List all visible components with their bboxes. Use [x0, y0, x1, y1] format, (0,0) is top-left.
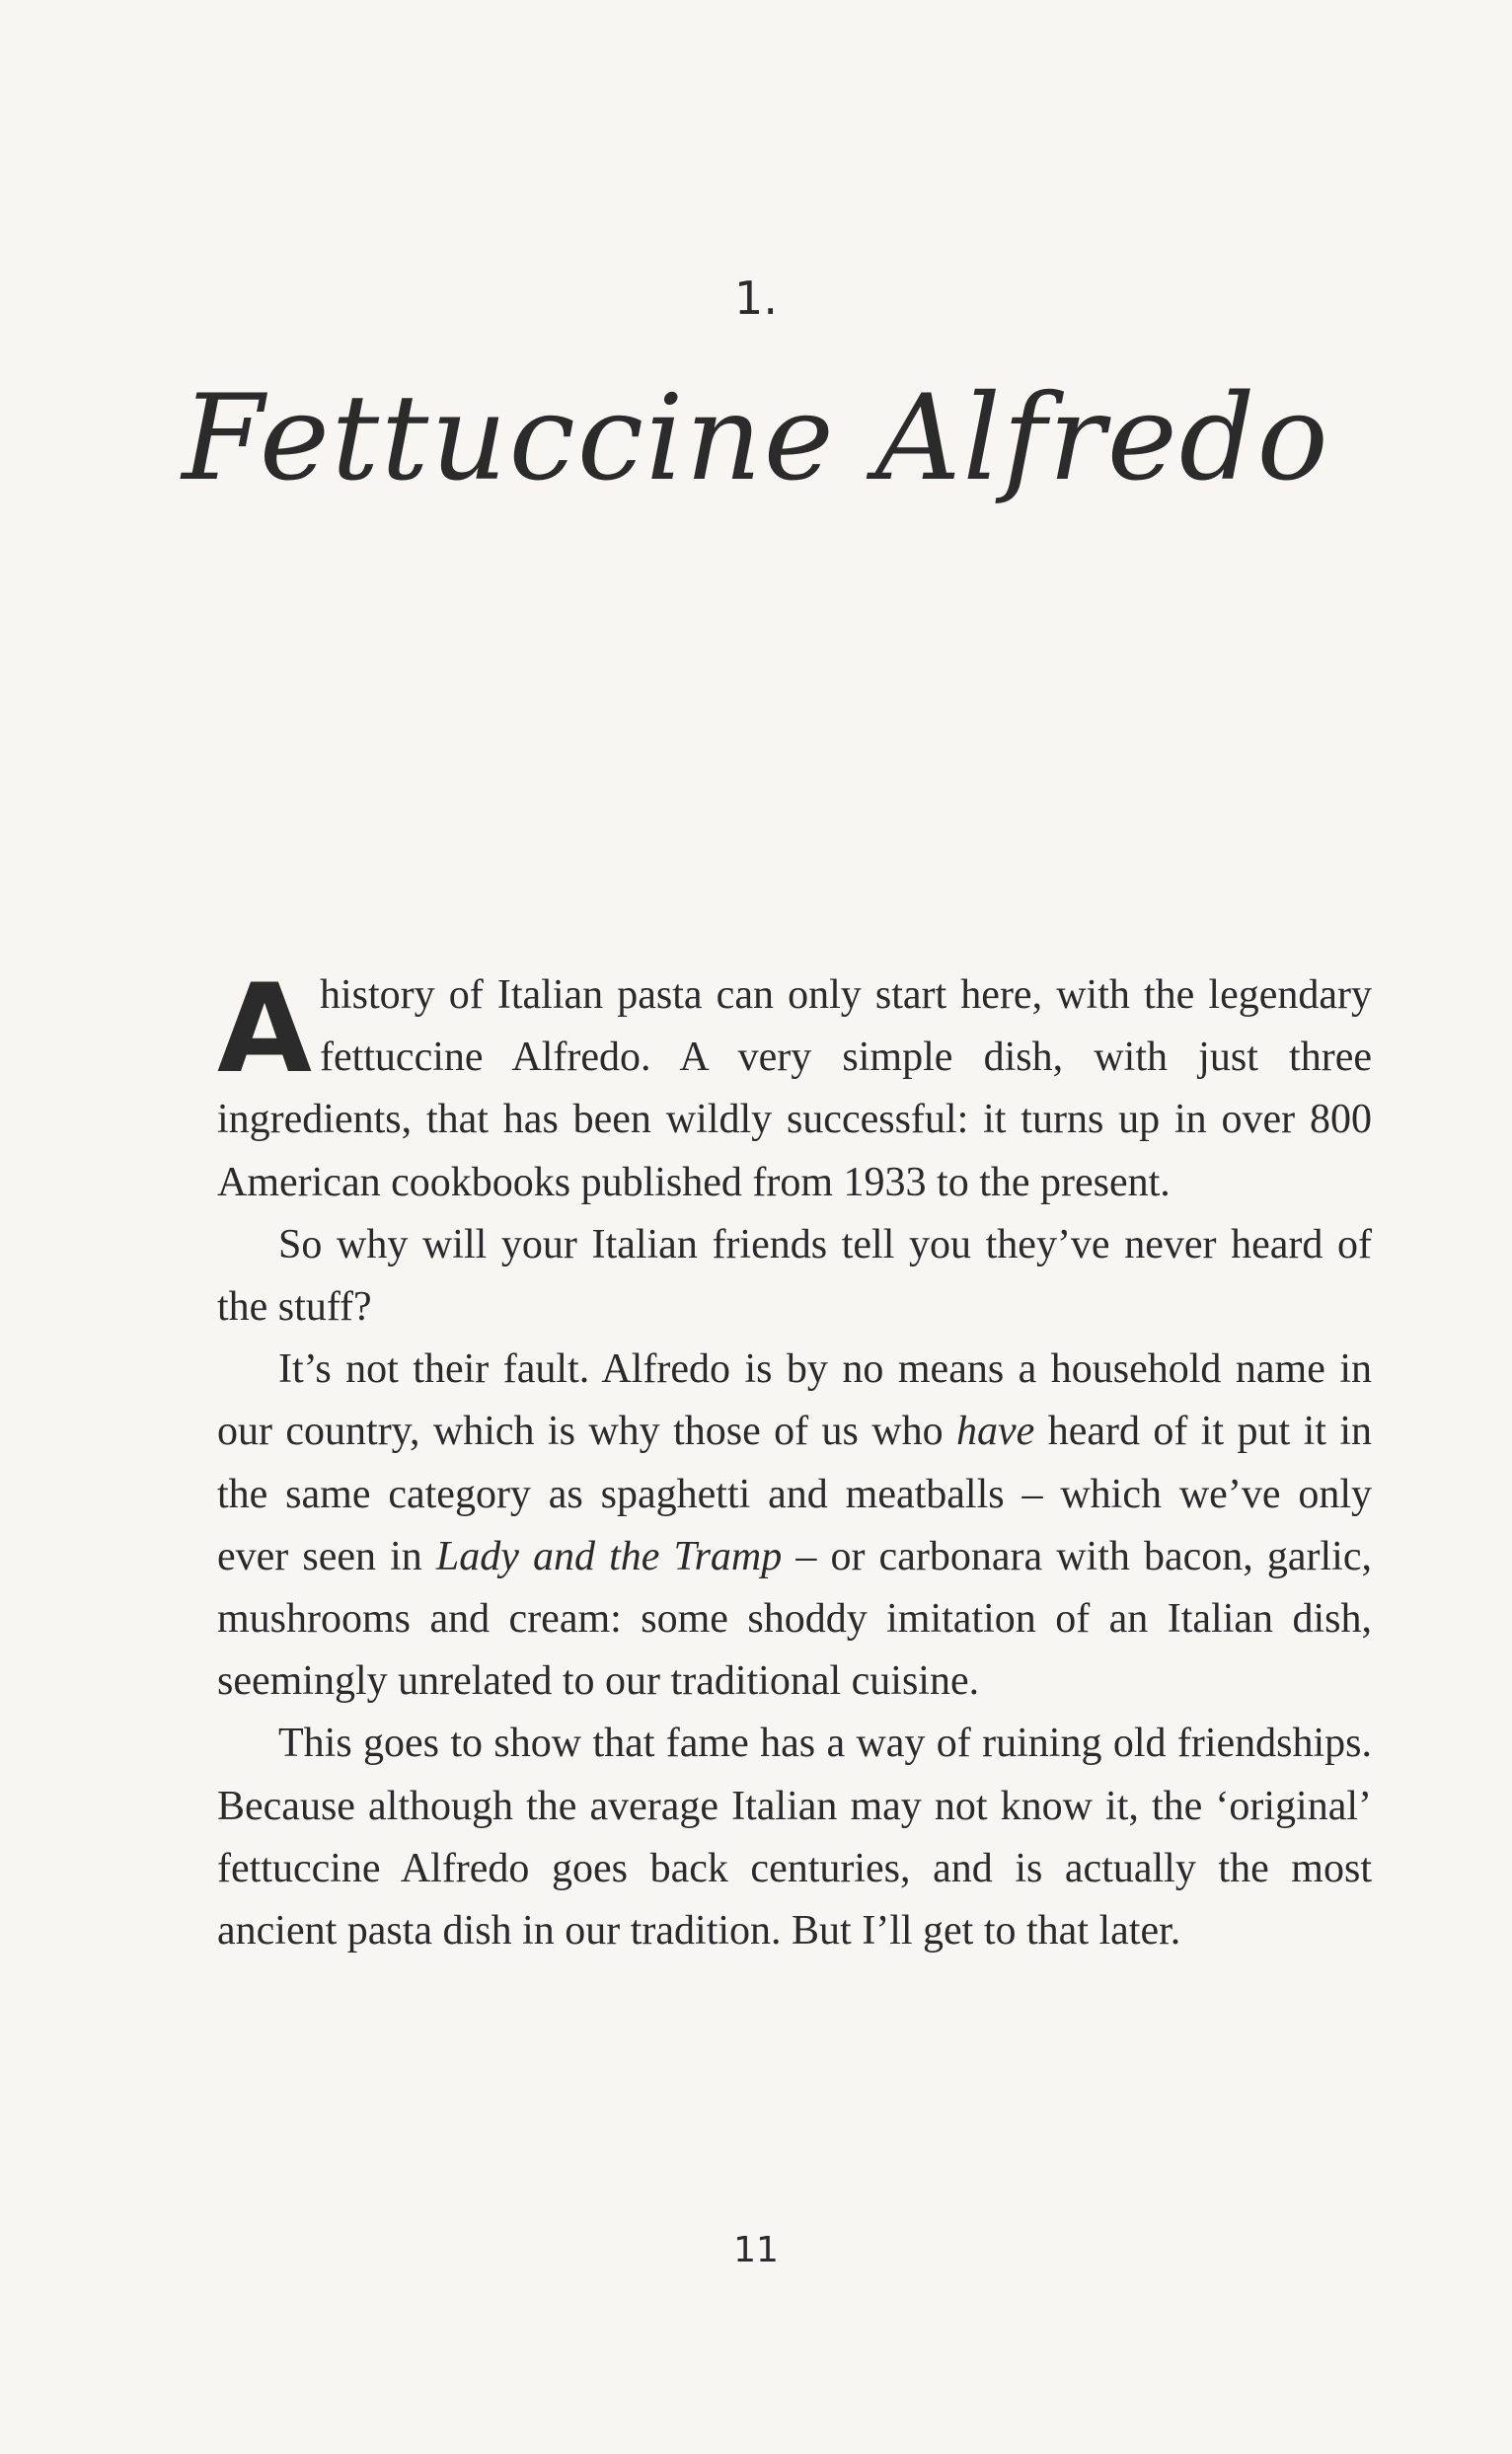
paragraph-2: [217, 1214, 1372, 1339]
paragraph-text: heard of it put it in the same category as spaghetti and meatballs – which we’ve only ever seen in: [217, 1409, 1372, 1579]
chapter-title: Fettuccine Alfredo: [182, 370, 1330, 507]
paragraph-text: – or carbonara with bacon, garlic, mushrooms and cream: some shoddy imitation of an Italian dish, seemingly unrelated to our traditional cuisine.: [217, 1533, 1372, 1705]
paragraph-3: [217, 1339, 1372, 1713]
paragraph-1: [217, 959, 1372, 1214]
chapter-number: 1.: [734, 271, 778, 325]
italic-emphasis: have: [956, 1409, 1035, 1455]
body-text: [217, 959, 1372, 1962]
paragraph-text: So why will your Italian friends tell you they’ve never heard of the stuff?: [217, 1221, 1372, 1331]
paragraph-text: It’s not their fault. Alfredo is by no means a household name in our country, which is why those of us who: [217, 1346, 1372, 1455]
film-title: Lady and the Tramp: [435, 1533, 783, 1579]
page-number: 11: [733, 2230, 779, 2270]
paragraph-text: history of Italian pasta can only start here, with the legendary fettuccine Alfredo. A very simple dish, with just three ingredients, that has been wildly successful: it turns up in over 800 American cookbooks published from 1933 to the present.: [217, 972, 1372, 1205]
drop-cap: A: [217, 959, 312, 1101]
paragraph-text: This goes to show that fame has a way of ruining old friendships. Because although the average Italian may not know it, the ‘original’ fettuccine Alfredo goes back centuries, and is actually the most ancient pasta dish in our tradition. But I’ll get to that later.: [217, 1721, 1372, 1955]
paragraph-4: [217, 1713, 1372, 1962]
